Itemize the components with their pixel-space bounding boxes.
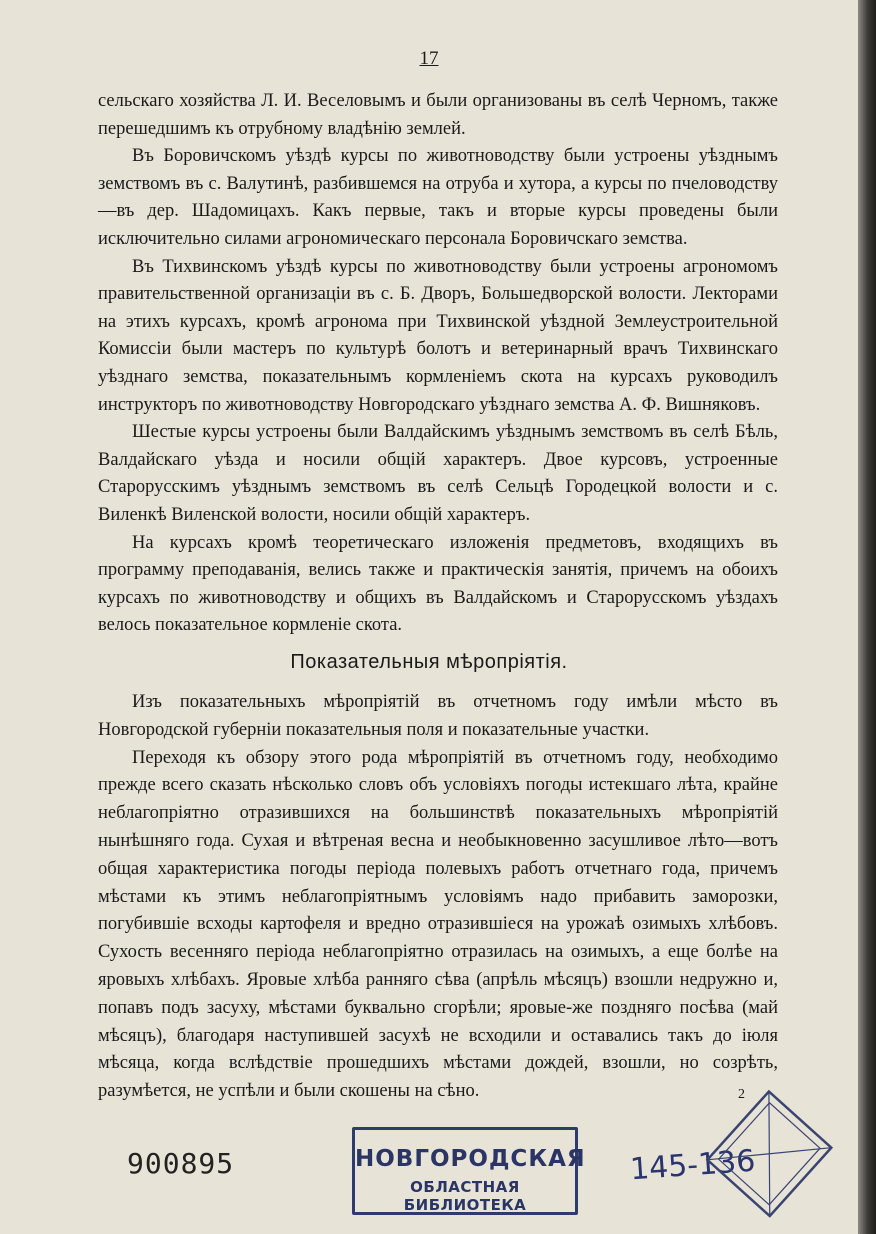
paragraph: Изъ показательныхъ мѣропріятій въ отчетномъ году имѣли мѣсто въ Новгородской губерніи показательныя поля и показательные участки. — [98, 692, 778, 740]
page-number: 17 — [419, 48, 439, 69]
paragraph: На курсахъ кромѣ теоретическаго изложенія предметовъ, входящихъ въ программу преподаванія, велись также и практическія занятія, причемъ на обоихъ курсахъ по животноводству и общихъ въ Валдайскомъ и Старорусскомъ уѣздахъ велось показательное кормленіе скота. — [98, 532, 778, 636]
inventory-number: 900895 — [127, 1147, 235, 1180]
paragraph: Шестые курсы устроены были Валдайскимъ уѣзднымъ земствомъ въ селѣ Бѣль, Валдайскаго уѣзда и носили общій характеръ. Двое курсовъ, устроенные Старорусскимъ уѣзднымъ земствомъ въ селѣ Сельцѣ Городецкой волости и с. Виленкѣ Виленской волости, носили общій характеръ. — [98, 422, 778, 525]
section-heading: Показательныя мѣропріятія. — [290, 651, 568, 673]
body-text-bottom — [98, 689, 778, 1106]
paragraph: Переходя къ обзору этого рода мѣропріятій въ отчетномъ году, необходимо прежде всего сказать нѣсколько словъ объ условіяхъ погоды истекшаго лѣта, крайне неблагопріятно отразившихся на большинствѣ показательныхъ мѣропріятій нынѣшняго года. Сухая и вѣтреная весна и необыкновенно засушливое лѣто—вотъ общая характеристика погоды періода полевыхъ работъ отчетнаго года, причемъ мѣстами къ этимъ неблагопріятнымъ условіямъ надо прибавить заморозки, погубившіе всходы картофеля и вредно отразившіеся на урожаѣ озимыхъ хлѣбовъ. Сухость весенняго періода неблагопріятно отразилась на озимыхъ, а еще болѣе на яровыхъ хлѣбахъ. Яровые хлѣба ранняго сѣва (апрѣль мѣсяцъ) взошли недружно и, попавъ подъ засуху, мѣстами буквально сгорѣли; яровые-же поздняго посѣва (май мѣсяцъ), благодаря наступившей засухѣ не всходили и оставались такъ до іюля мѣсяца, когда вслѣдствіе прошедшихъ мѣстами дождей, взошли, но созрѣть, разумѣется, не успѣли и были скошены на сѣно. — [98, 747, 778, 1102]
scan-edge — [858, 0, 876, 1234]
library-stamp — [352, 1127, 586, 1215]
seal-stamp-icon — [700, 1078, 840, 1228]
stamp-line-1: НОВГОРОДСКАЯ — [355, 1146, 586, 1172]
body-text-top — [98, 88, 778, 640]
paragraph: Въ Тихвинскомъ уѣздѣ курсы по животноводству были устроены агрономомъ правительственной организаціи въ с. Б. Дворъ, Большедворской волости. Лекторами на этихъ курсахъ, кромѣ агронома при Тихвинской уѣздной Землеустроительной Комиссіи были мастеръ по культурѣ болотъ и ветеринарный врачъ Тихвинскаго уѣзднаго земства, показательнымъ кормленіемъ скота на курсахъ руководилъ инструкторъ по животноводству Новгородскаго уѣзднаго земства А. Ф. Вишняковъ. — [98, 256, 778, 415]
paragraph: сельскаго хозяйства Л. И. Веселовымъ и были организованы въ селѣ Черномъ, также перешедшимъ къ отрубному владѣнію землей. — [98, 91, 778, 139]
paragraph: Въ Боровичскомъ уѣздѣ курсы по животноводству были устроены уѣзднымъ земствомъ въ с. Валутинѣ, разбившемся на отруба и хутора, а курсы по пчеловодству—въ дер. Шадомицахъ. Какъ первые, такъ и вторые курсы проведены были исключительно силами агрономическаго персонала Боровичскаго земства. — [98, 146, 778, 249]
corner-mark: 2 — [738, 1087, 745, 1102]
handwritten-number: 145-136 — [628, 1143, 757, 1188]
stamp-line-2: ОБЛАСТНАЯ БИБЛИОТЕКА — [403, 1178, 527, 1214]
